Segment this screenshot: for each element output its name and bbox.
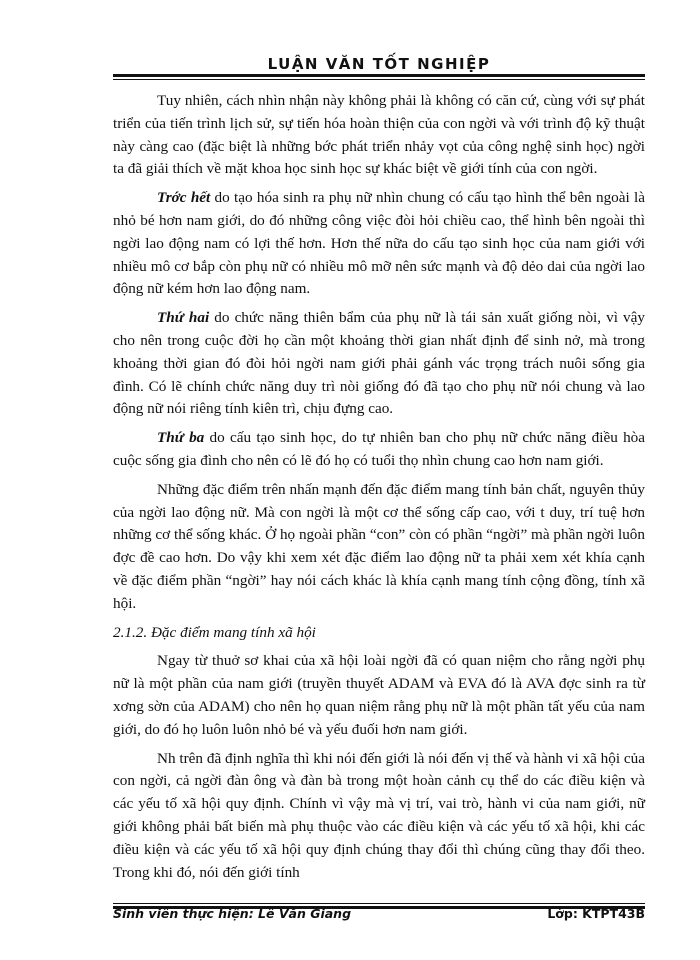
lead-phrase: Trớc hết <box>157 189 211 207</box>
running-header: LUẬN VĂN TỐT NGHIỆP <box>267 55 491 73</box>
paragraph-5: Những đặc điểm trên nhấn mạnh đến đặc điểm mang tính bản chất, nguyên thủy của ngời lao động nữ. Mà con ngời là một cơ thể sống cấp cao, với t duy, trí tuệ hơn những cơ thể sống khác. Ở họ ngoài phần “con” còn có phần “ngời” mà phần ngời luôn đợc đề cao hơn. Do vậy khi xem xét đặc điểm lao động nữ ta phải xem xét khía cạnh về đặc điểm phần “ngời” hay nói cách khác là khía cạnh mang tính cộng đồng, tính xã hội. <box>113 480 645 612</box>
paragraph-7: Nh trên đã định nghĩa thì khi nói đến giới là nói đến vị thế và hành vi xã hội của con ngời, cả ngời đàn ông và đàn bà trong một hoàn cảnh cụ thể do các điều kiện và các yếu tố xã hội quy định. Chính vì vậy mà vị trí, vai trò, hành vi của nam giới, nữ giới không phải bất biến mà phụ thuộc vào các điều kiện và các yếu tố xã hội, khi các điều kiện và các yếu tố xã hội quy định chúng thay đổi thì chúng cũng thay đổi theo. Trong khi đó, nói đến giới tính <box>113 749 645 881</box>
lead-phrase: Thứ ba <box>157 429 205 447</box>
paragraph-2: Trớc hết do tạo hóa sinh ra phụ nữ nhìn chung có cấu tạo hình thể bên ngoài là nhỏ bé hơn nam giới, do đó những công việc đòi hỏi chiều cao, thể hình bên ngoài thì ngời lao động nam có lợi thế hơn. Hơn thế nữa do cấu tạo sinh học của nam giới với nhiều mô cơ bắp còn phụ nữ có nhiều mô mỡ nên sức mạnh và độ dẻo dai của ngời lao động nữ kém hơn lao động nam. <box>113 189 646 298</box>
footer-rule-thin <box>113 903 645 904</box>
page-frame <box>113 50 645 940</box>
header-rule-thin <box>113 79 645 80</box>
paragraph-1: Tuy nhiên, cách nhìn nhận này không phải là không có căn cứ, cùng với sự phát triển của tiến trình lịch sử, sự tiến hóa hoàn thiện của con ngời và với trình độ kỹ thuật này càng cao (đặc biệt là những bớc phát triển nhảy vọt của công nghệ sinh học) ngời ta đã giải thích về mặt khoa học sinh học sự khác biệt về giới tính của con ngời. <box>113 92 645 178</box>
header-rule-thick <box>113 74 645 77</box>
student-name: Sinh viên thực hiện: Lê Văn Giang <box>113 906 352 921</box>
document-body <box>113 90 645 884</box>
class-label: Lớp: KTPT43B <box>547 906 645 921</box>
paragraph-3: Thứ hai do chức năng thiên bẩm của phụ nữ là tái sản xuất giống nòi, vì vậy cho nên trong cuộc đời họ cần một khoảng thời gian nhất định để sinh nở, mà trong khoảng thời gian đó đòi hỏi ngời nam giới phải gánh vác trọng trách nuôi sống gia đình. Có lẽ chính chức năng duy trì nòi giống đó đã tạo cho phụ nữ nói chung và lao động nữ nói riêng tính kiên trì, chịu đựng cao. <box>113 309 645 418</box>
page-footer <box>113 906 645 928</box>
section-heading: 2.1.2. Đặc điểm mang tính xã hội <box>113 623 316 641</box>
lead-phrase: Thứ hai <box>157 309 210 327</box>
paragraph-6: Ngay từ thuở sơ khai của xã hội loài ngời đã có quan niệm cho rằng ngời phụ nữ là một phần của nam giới (truyền thuyết ADAM và EVA đó là AVA đợc sinh ra từ xơng sờn của ADAM) cho nên họ quan niệm rằng phụ nữ là một phần tất yếu của nam giới, do đó họ luôn luôn nhỏ bé và yếu đuối hơn nam giới. <box>113 652 645 738</box>
paragraph-4: Thứ ba do cấu tạo sinh học, do tự nhiên ban cho phụ nữ chức năng điều hòa cuộc sống gia đình cho nên có lẽ đó họ có tuổi thọ nhìn chung cao hơn nam giới. <box>113 429 645 469</box>
